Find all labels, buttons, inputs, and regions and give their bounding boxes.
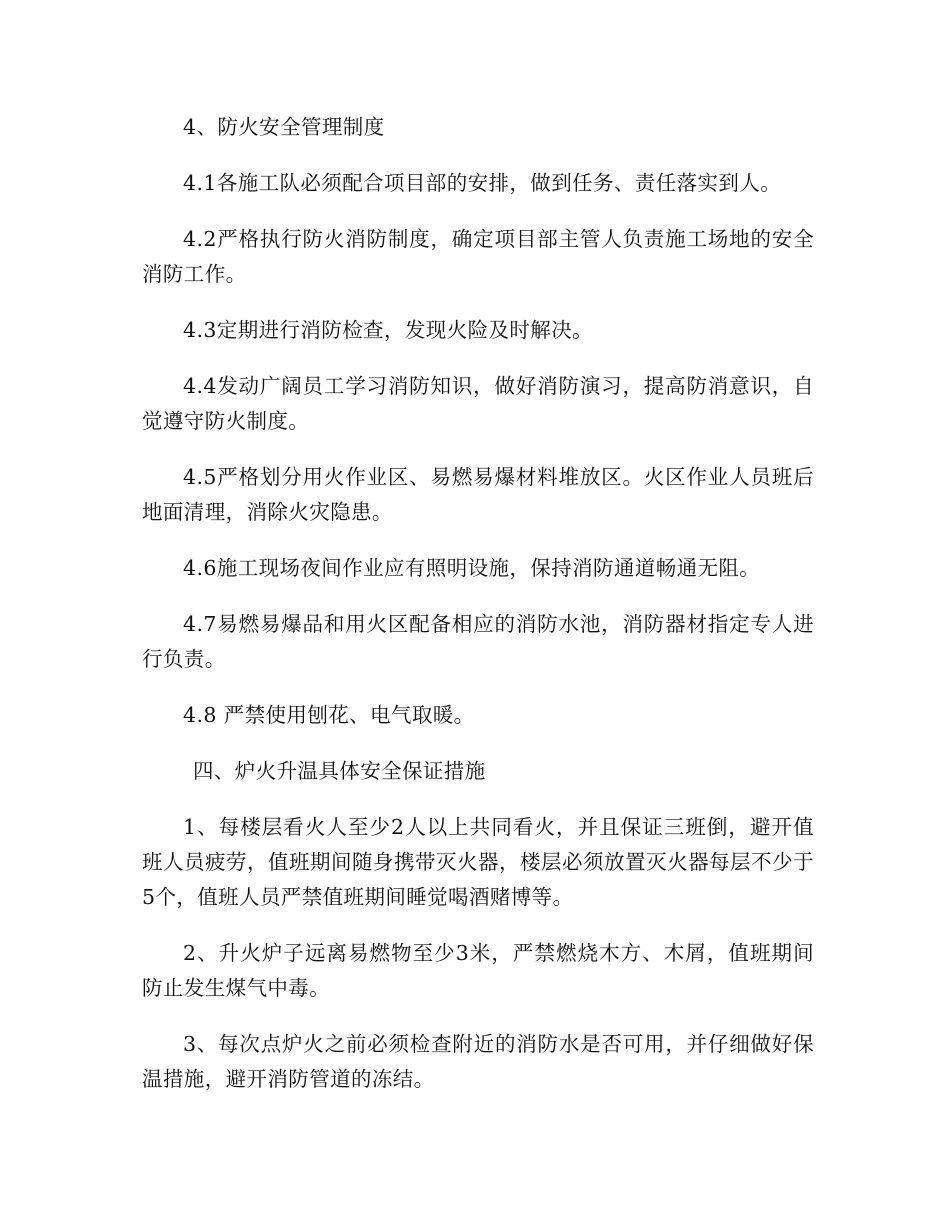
paragraph-4-4: 4.4发动广阔员工学习消防知识，做好消防演习，提高防消意识，自觉遵守防火制度。 [142, 374, 814, 433]
paragraph-4-8: 4.8 严禁使用刨花、电气取暖。 [183, 703, 475, 727]
paragraph-4-6: 4.6施工现场夜间作业应有照明设施，保持消防通道畅通无阻。 [183, 556, 761, 580]
section-heading-fire-safety: 4、防火安全管理制度 [183, 115, 385, 139]
paragraph-4-3: 4.3定期进行消防检查，发现火险及时解决。 [183, 318, 594, 342]
paragraph-measure-1: 1、每楼层看火人至少2人以上共同看火，并且保证三班倒，避开值班人员疲劳，值班期间随身携带灭火器，楼层必须放置灭火器每层不少于5个，值班人员严禁值班期间睡觉喝酒赌博等。 [142, 815, 814, 909]
section-heading-stove-safety: 四、炉火升温具体安全保证措施 [193, 759, 486, 783]
paragraph-measure-2: 2、升火炉子远离易燃物至少3米，严禁燃烧木方、木屑，值班期间防止发生煤气中毒。 [142, 941, 814, 1000]
paragraph-measure-3: 3、每次点炉火之前必须检查附近的消防水是否可用，并仔细做好保温措施，避开消防管道的冻结。 [142, 1032, 814, 1091]
paragraph-4-2: 4.2严格执行防火消防制度，确定项目部主管人负责施工场地的安全消防工作。 [142, 227, 814, 286]
paragraph-4-7: 4.7易燃易爆品和用火区配备相应的消防水池，消防器材指定专人进行负责。 [142, 612, 814, 671]
document-body [142, 110, 814, 1097]
paragraph-4-5: 4.5严格划分用火作业区、易燃易爆材料堆放区。火区作业人员班后地面清理，消除火灾隐患。 [142, 465, 814, 524]
paragraph-4-1: 4.1各施工队必须配合项目部的安排，做到任务、责任落实到人。 [183, 171, 782, 195]
